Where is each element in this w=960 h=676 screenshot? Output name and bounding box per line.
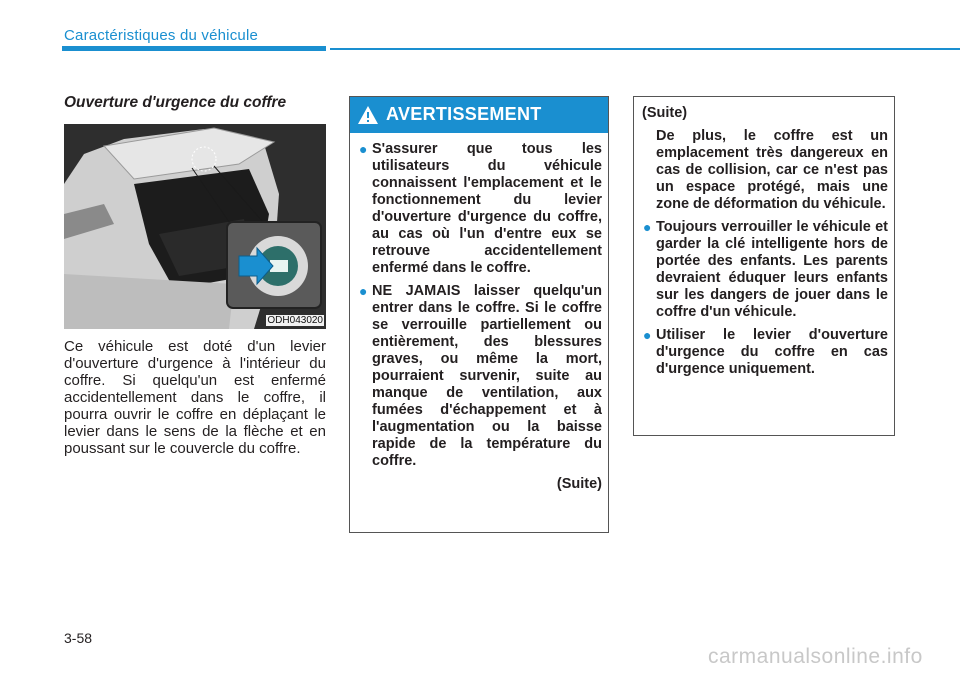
watermark: carmanualsonline.info (708, 645, 923, 668)
list-item-text: Utiliser le levier d'ouverture d'urgence du coffre en cas d'urgence uniquement. (656, 327, 888, 377)
suite-label: (Suite) (556, 476, 602, 492)
figure-code: ODH043020 (267, 315, 323, 326)
header-rule (330, 48, 960, 50)
page-number: 3-58 (64, 630, 93, 646)
warning-body (358, 141, 602, 493)
trunk-illustration (64, 124, 326, 329)
bullet-icon: ● (359, 141, 368, 157)
list-item-text: Toujours verrouiller le véhicule et garder la clé intelligente hors de portée des enfants. Les parents devraient éduquer leurs enfants sur les dangers de jouer dans le coffre d'un véhicule. (656, 219, 888, 320)
section-title: Caractéristiques du véhicule (64, 27, 259, 44)
warning-header (350, 97, 608, 133)
subheading: Ouverture d'urgence du coffre (64, 94, 287, 111)
list-item (642, 219, 888, 321)
bullet-icon: ● (359, 283, 368, 299)
list-item-text: NE JAMAIS laisser quelqu'un entrer dans le coffre. Si le coffre se verrouille partiellement ou entièrement, des blessures graves, ou même la mort, pourraient survenir, suite au manque de ventilation, aux fumées d'échappement et à l'augmentation ou la baisse rapide de la température du coffre. (372, 283, 602, 469)
continued-body (642, 105, 888, 384)
body-text: Ce véhicule est doté d'un levier d'ouverture d'urgence à l'intérieur du coffre. Si quelqu'un est enfermé accidentellement dans le coffre, il pourra ouvrir le coffre en déplaçant le levier dans le sens de la flèche et en poussant sur le couvercle du coffre. (64, 338, 326, 457)
list-item-text: S'assurer que tous les utilisateurs du véhicule connaissent l'emplacement et le fonctionnement du levier d'ouverture d'urgence du coffre, au cas où l'un d'entre eux se retrouve accidentellement enfermé dans le coffre. (372, 141, 602, 276)
warning-box (349, 96, 609, 533)
bullet-icon: ● (643, 327, 652, 343)
continued-box (633, 96, 895, 436)
trunk-figure (64, 124, 326, 329)
continued-paragraph: De plus, le coffre est un emplacement très dangereux en cas de collision, car ce n'est pas un espace protégé, mais une zone de déformation du véhicule. (656, 128, 888, 212)
bullet-icon: ● (643, 219, 652, 235)
list-item (358, 141, 602, 277)
warning-title: AVERTISSEMENT (386, 104, 542, 124)
header-rule-accent (62, 46, 326, 51)
warning-icon (357, 105, 379, 125)
list-item (642, 327, 888, 378)
continued-heading: (Suite) (642, 105, 688, 121)
list-item (358, 283, 602, 470)
